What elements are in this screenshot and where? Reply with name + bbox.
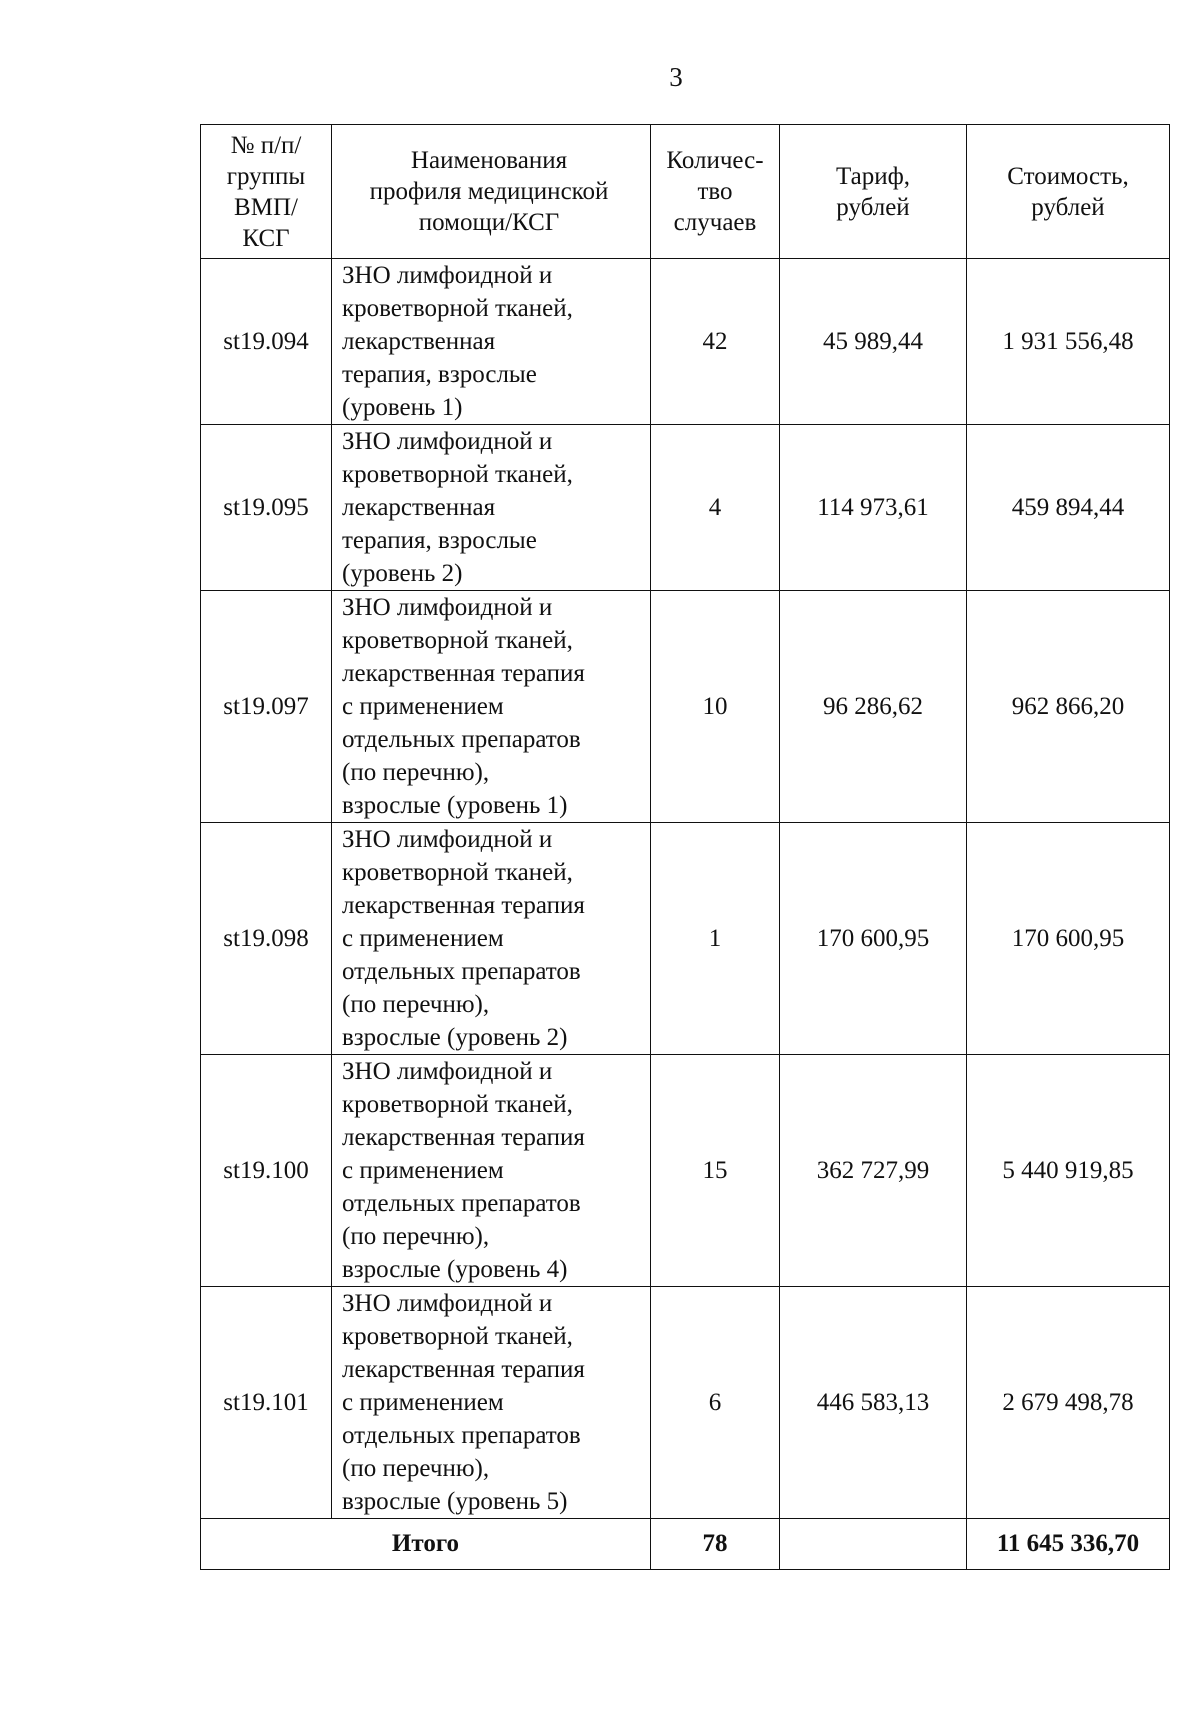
header-name bbox=[332, 125, 651, 259]
row-name: ЗНО лимфоидной и кроветворной тканей, лекарственная терапия, взрослые (уровень 1) bbox=[332, 259, 651, 425]
header-qty bbox=[651, 125, 780, 259]
row-qty: 10 bbox=[651, 591, 780, 823]
table-row bbox=[201, 823, 1170, 1055]
total-cost: 11 645 336,70 bbox=[967, 1519, 1170, 1570]
header-cost bbox=[967, 125, 1170, 259]
row-cost: 962 866,20 bbox=[967, 591, 1170, 823]
table-row bbox=[201, 259, 1170, 425]
header-cost-label: Стоимость, рублей bbox=[1007, 162, 1129, 221]
row-tariff: 96 286,62 bbox=[780, 591, 967, 823]
page-number: 3 bbox=[669, 62, 683, 92]
table-row bbox=[201, 1055, 1170, 1287]
row-code: st19.100 bbox=[201, 1055, 332, 1287]
row-cost: 459 894,44 bbox=[967, 425, 1170, 591]
row-code: st19.098 bbox=[201, 823, 332, 1055]
row-code: st19.095 bbox=[201, 425, 332, 591]
row-tariff: 446 583,13 bbox=[780, 1287, 967, 1519]
header-name-label: Наименования профиля медицинской помощи/КСГ bbox=[369, 147, 609, 236]
row-cost: 2 679 498,78 bbox=[967, 1287, 1170, 1519]
row-cost: 1 931 556,48 bbox=[967, 259, 1170, 425]
row-cost: 170 600,95 bbox=[967, 823, 1170, 1055]
row-name: ЗНО лимфоидной и кроветворной тканей, лекарственная терапия с применением отдельных препаратов (по перечню), взрослые (уровень 1) bbox=[332, 591, 651, 823]
table-header-row bbox=[201, 125, 1170, 259]
row-qty: 4 bbox=[651, 425, 780, 591]
header-tariff-label: Тариф, рублей bbox=[835, 162, 911, 221]
row-qty: 42 bbox=[651, 259, 780, 425]
row-name: ЗНО лимфоидной и кроветворной тканей, лекарственная терапия с применением отдельных препаратов (по перечню), взрослые (уровень 4) bbox=[332, 1055, 651, 1287]
row-name: ЗНО лимфоидной и кроветворной тканей, лекарственная терапия, взрослые (уровень 2) bbox=[332, 425, 651, 591]
tariff-table bbox=[200, 124, 1170, 1570]
row-name: ЗНО лимфоидной и кроветворной тканей, лекарственная терапия с применением отдельных препаратов (по перечню), взрослые (уровень 2) bbox=[332, 823, 651, 1055]
total-tariff bbox=[780, 1519, 967, 1570]
row-qty: 6 bbox=[651, 1287, 780, 1519]
header-code bbox=[201, 125, 332, 259]
row-tariff: 45 989,44 bbox=[780, 259, 967, 425]
row-name: ЗНО лимфоидной и кроветворной тканей, лекарственная терапия с применением отдельных препаратов (по перечню), взрослые (уровень 5) bbox=[332, 1287, 651, 1519]
row-code: st19.094 bbox=[201, 259, 332, 425]
table-row bbox=[201, 425, 1170, 591]
row-code: st19.101 bbox=[201, 1287, 332, 1519]
row-cost: 5 440 919,85 bbox=[967, 1055, 1170, 1287]
row-tariff: 114 973,61 bbox=[780, 425, 967, 591]
total-row bbox=[201, 1519, 1170, 1570]
header-tariff bbox=[780, 125, 967, 259]
tariff-table-container bbox=[200, 124, 1170, 1570]
row-code: st19.097 bbox=[201, 591, 332, 823]
total-label: Итого bbox=[201, 1519, 651, 1570]
table-row bbox=[201, 591, 1170, 823]
row-tariff: 170 600,95 bbox=[780, 823, 967, 1055]
header-qty-label: Количес- тво случаев bbox=[666, 147, 764, 236]
row-qty: 1 bbox=[651, 823, 780, 1055]
row-tariff: 362 727,99 bbox=[780, 1055, 967, 1287]
header-code-label: № п/п/ группы ВМП/ КСГ bbox=[226, 131, 306, 252]
table-row bbox=[201, 1287, 1170, 1519]
row-qty: 15 bbox=[651, 1055, 780, 1287]
total-qty: 78 bbox=[651, 1519, 780, 1570]
